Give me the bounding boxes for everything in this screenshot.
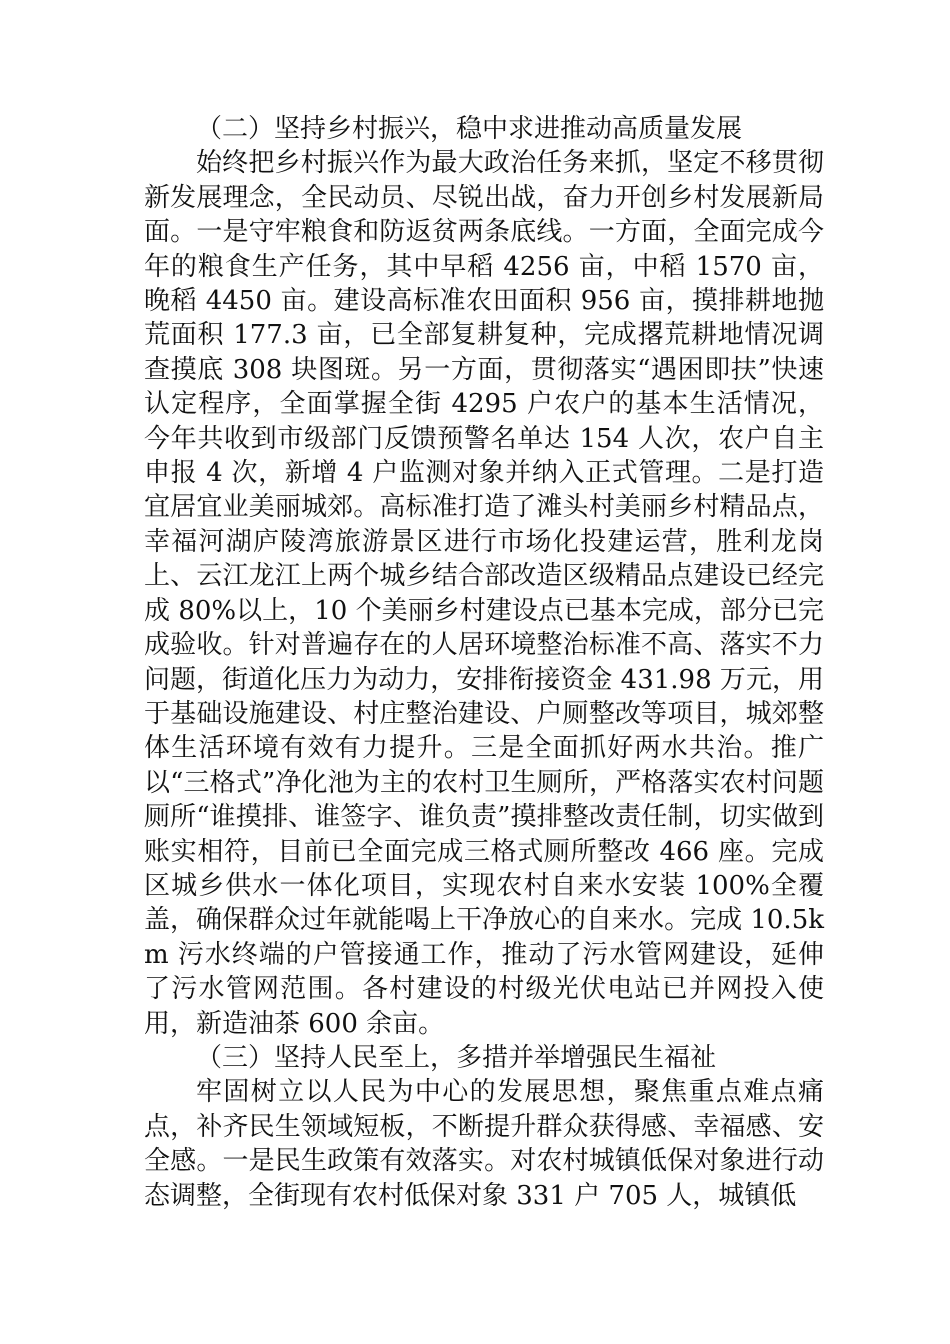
- section-body-3: 牢固树立以人民为中心的发展思想，聚焦重点难点痛点，补齐民生领域短板，不断提升群众获得感、幸福感、安全感。一是民生政策有效落实。对农村城镇低保对象进行动态调整，全街现有农村低保对象 331 户 705 人，城镇低: [144, 1077, 824, 1211]
- document-page: [144, 112, 824, 1213]
- section-heading-2: （二）坚持乡村振兴，稳中求进推动高质量发展: [196, 114, 743, 144]
- section-body-2: 始终把乡村振兴作为最大政治任务来抓，坚定不移贯彻新发展理念，全民动员、尽锐出战，奋力开创乡村发展新局面。一是守牢粮食和防返贫两条底线。一方面，全面完成今年的粮食生产任务，其中早稻 4256 亩，中稻 1570 亩，晚稻 4450 亩。建设高标准农田面积 956 亩，摸排耕地抛荒面积 177.3 亩，已全部复耕复种，完成撂荒耕地情况调查摸底 308 块图斑。另一方面，贯彻落实“遇困即扶”快速认定程序，全面掌握全街 4295 户农户的基本生活情况，今年共收到市级部门反馈预警名单达 154 人次，农户自主申报 4 次，新增 4 户监测对象并纳入正式管理。二是打造宜居宜业美丽城郊。高标准打造了滩头村美丽乡村精品点，幸福河湖庐陵湾旅游景区进行市场化投建运营，胜利龙岗上、云江龙江上两个城乡结合部改造区级精品点建设已经完成 80%以上，10 个美丽乡村建设点已基本完成，部分已完成验收。针对普遍存在的人居环境整治标准不高、落实不力问题，街道化压力为动力，安排衔接资金 431.98 万元，用于基础设施建设、村庄整治建设、户厕整改等项目，城郊整体生活环境有效有力提升。三是全面抓好两水共治。推广以“三格式”净化池为主的农村卫生厕所，严格落实农村问题厕所“谁摸排、谁签字、谁负责”摸排整改责任制，切实做到账实相符，目前已全面完成三格式厕所整改 466 座。完成区城乡供水一体化项目，实现农村自来水安装 100%全覆盖，确保群众过年就能喝上干净放心的自来水。完成 10.5km 污水终端的户管接通工作，推动了污水管网建设，延伸了污水管网范围。各村建设的村级光伏电站已并网投入使用，新造油茶 600 余亩。: [144, 148, 824, 1039]
- section-heading-3: （三）坚持人民至上，多措并举增强民生福祉: [196, 1042, 717, 1073]
